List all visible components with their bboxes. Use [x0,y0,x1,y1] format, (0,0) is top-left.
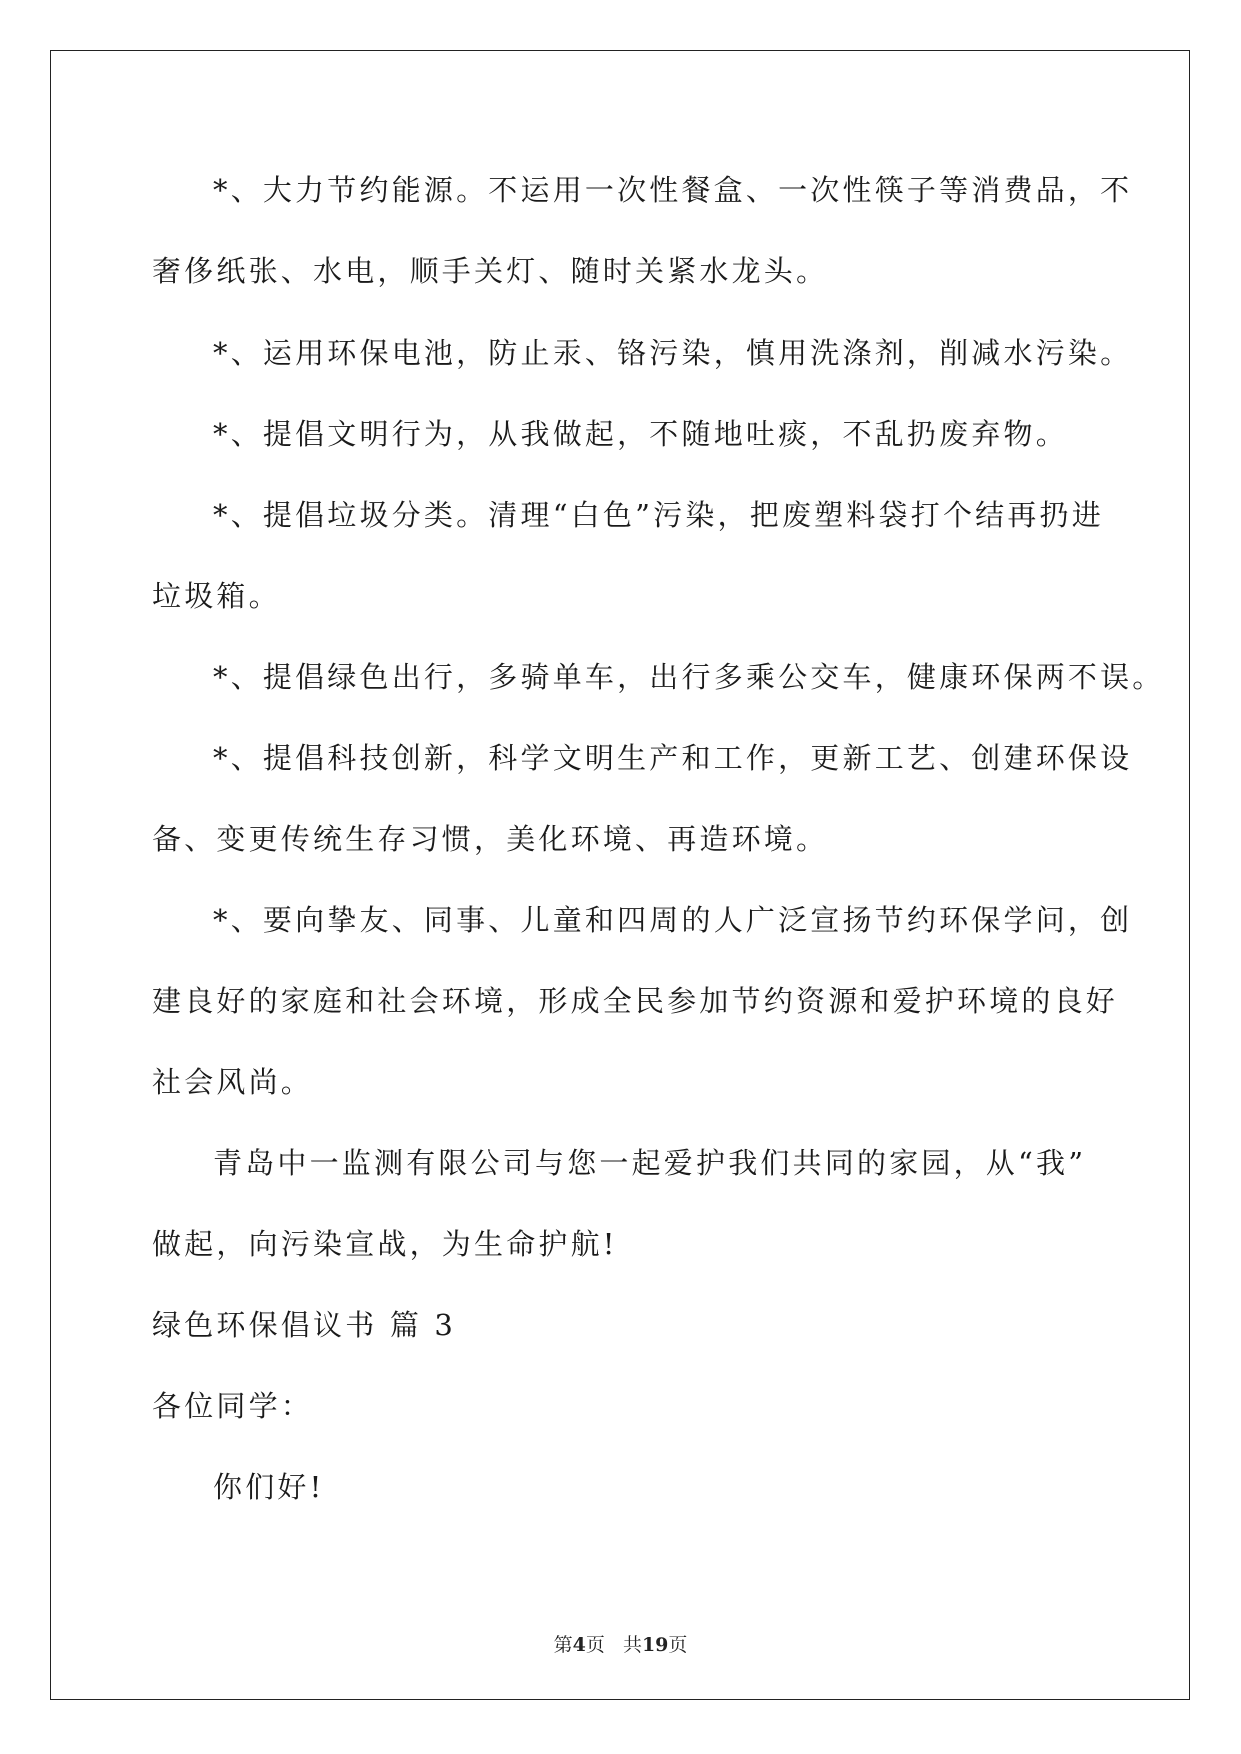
paragraph-company-line-1: 青岛中一监测有限公司与您一起爱护我们共同的家园，从“我” [213,1146,1087,1180]
page-current: 4 [572,1634,586,1656]
paragraph-energy-line-2: 奢侈纸张、水电，顺手关灯、随时关紧水龙头。 [152,254,829,288]
page-frame [50,50,1190,1700]
paragraph-sorting-line-2: 垃圾箱。 [152,579,281,613]
paragraph-energy-line-1: *、大力节约能源。不运用一次性餐盒、一次性筷子等消费品，不 [213,173,1133,207]
page-number-footer [0,1630,1241,1657]
paragraph-publicity-line-1: *、要向挚友、同事、儿童和四周的人广泛宣扬节约环保学问，创 [213,903,1133,937]
paragraph-publicity-line-3: 社会风尚。 [152,1065,314,1099]
greeting: 各位同学： [152,1389,314,1423]
paragraph-publicity-line-2: 建良好的家庭和社会环境，形成全民参加节约资源和爱护环境的良好 [152,984,1119,1018]
page-suffix: 页 [668,1634,688,1656]
paragraph-sorting-line-1: *、提倡垃圾分类。清理“白色”污染，把废塑料袋打个结再扔进 [213,498,1104,532]
paragraph-innovation-line-2: 备、变更传统生存习惯，美化环境、再造环境。 [152,822,829,856]
page-total: 19 [641,1634,669,1656]
salutation: 你们好! [213,1470,325,1504]
paragraph-company-line-2: 做起，向污染宣战，为生命护航! [152,1227,618,1261]
page-prefix: 第 [553,1634,573,1656]
paragraph-travel-line-1: *、提倡绿色出行，多骑单车，出行多乘公交车，健康环保两不误。 [213,660,1165,694]
section-heading: 绿色环保倡议书 篇 3 [152,1308,457,1342]
paragraph-innovation-line-1: *、提倡科技创新，科学文明生产和工作，更新工艺、创建环保设 [213,741,1133,775]
paragraph-civility-line-1: *、提倡文明行为，从我做起，不随地吐痰，不乱扔废弃物。 [213,417,1068,451]
page-mid: 页 共 [585,1634,642,1656]
paragraph-battery-line-1: *、运用环保电池，防止汞、铬污染，慎用洗涤剂，削减水污染。 [213,336,1133,370]
